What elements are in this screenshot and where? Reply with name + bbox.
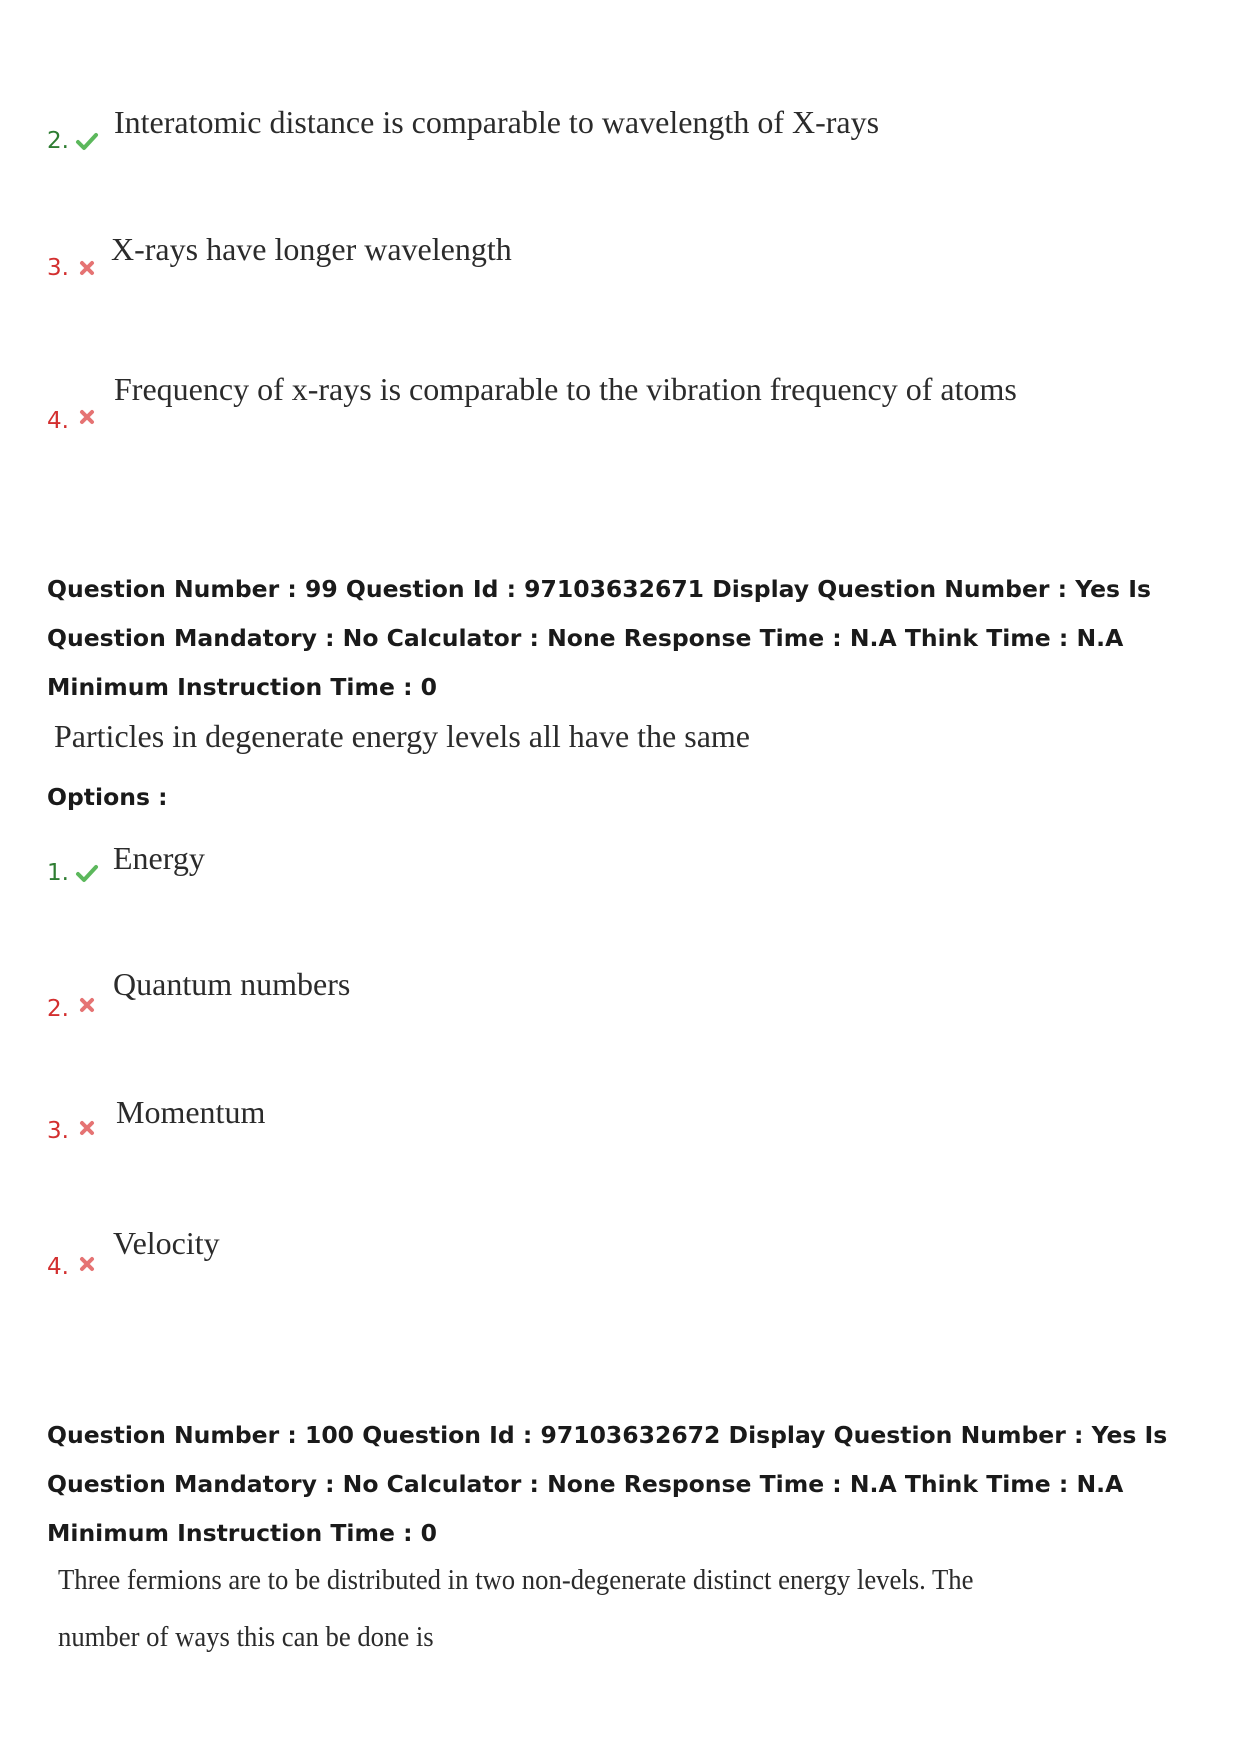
cross-icon — [75, 256, 99, 280]
question-99-text: Particles in degenerate energy levels all have the same — [54, 718, 750, 754]
option-text: X-rays have longer wavelength — [111, 231, 512, 267]
option-number: 4. — [47, 1254, 69, 1280]
option-text: Velocity — [113, 1225, 220, 1261]
option-number: 4. — [47, 408, 69, 434]
options-label: Options : — [47, 783, 168, 811]
cross-icon — [75, 1116, 99, 1140]
option-text: Energy — [113, 840, 205, 876]
option-number: 2. — [47, 128, 69, 154]
option-number: 3. — [47, 255, 69, 281]
question-99-header: Question Number : 99 Question Id : 97103632671 Display Question Number : Yes Is Question Mandatory : No Calculator : None Response Time : N.A Think Time : N.A Minimum Instruction Time : 0 — [47, 575, 1151, 701]
cross-icon — [75, 405, 99, 429]
check-icon — [75, 861, 99, 885]
option-text: Interatomic distance is comparable to wavelength of X-rays — [114, 104, 880, 140]
option-text: Frequency of x-rays is comparable to the vibration frequency of atoms — [114, 371, 1017, 407]
cross-icon — [75, 993, 99, 1017]
option-number: 2. — [47, 996, 69, 1022]
cross-icon — [75, 1252, 99, 1276]
question-100-header: Question Number : 100 Question Id : 97103632672 Display Question Number : Yes Is Question Mandatory : No Calculator : None Response Time : N.A Think Time : N.A Minimum Instruction Time : 0 — [47, 1421, 1168, 1547]
option-number: 3. — [47, 1118, 69, 1144]
check-icon — [75, 129, 99, 153]
option-text: Momentum — [116, 1094, 266, 1130]
question-100-text-line-2: number of ways this can be done is — [58, 1621, 434, 1653]
option-number: 1. — [47, 860, 69, 886]
option-text: Quantum numbers — [113, 966, 351, 1002]
question-100-text-line-1: Three fermions are to be distributed in two non-degenerate distinct energy levels. The — [58, 1564, 974, 1596]
